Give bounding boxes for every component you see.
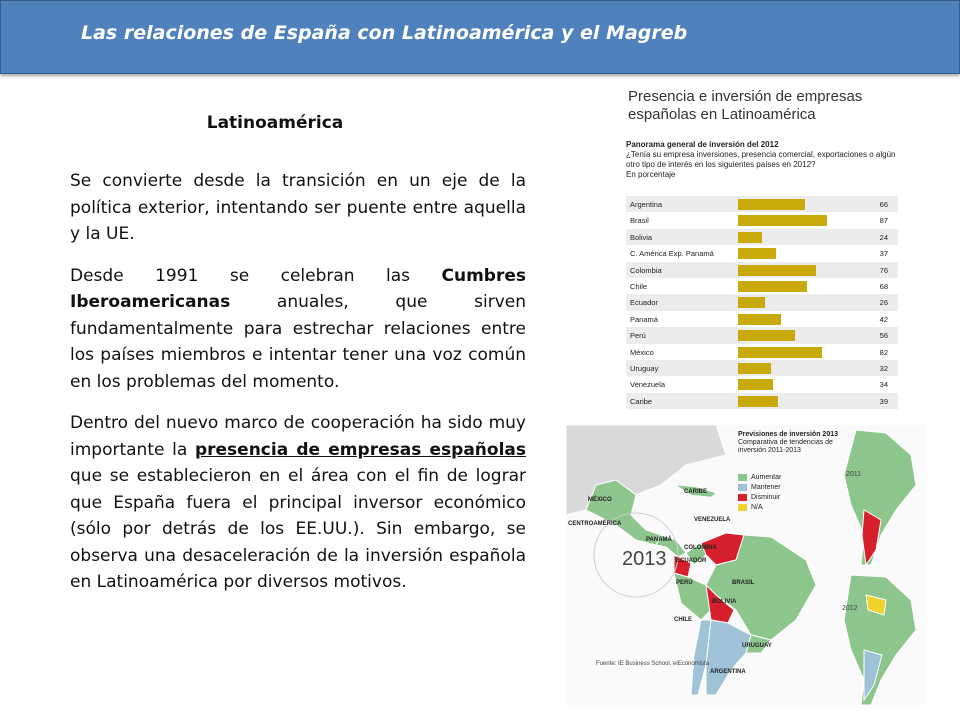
bar [738, 248, 776, 259]
chart-subtitle-bold: Panorama general de inversión del 2012 [626, 140, 779, 149]
bar-value-label: 56 [879, 331, 888, 341]
legend-title [738, 431, 858, 455]
bar-row [626, 344, 898, 360]
legend-subtitle: Comparativa de tendencias de inversión 2011-2013 [738, 439, 833, 454]
bar [738, 347, 822, 358]
p3-text-c: que se establecieron en el área con el fin de lograr que España fuera el principal inversor económico (sólo por detrás de los EE.UU.). Sin embargo, se observa una desaceleración de la inversión española en Latinoamérica por diversos motivos. [70, 466, 526, 592]
legend-item [738, 493, 781, 503]
legend-swatch [738, 474, 747, 481]
title-bar [0, 0, 960, 74]
bar-row [626, 196, 898, 212]
chart-title: Presencia e inversión de empresas españolas en Latinoamérica [628, 88, 863, 123]
label-brasil: BRASIL [732, 580, 755, 586]
label-bolivia: BOLIVIA [712, 599, 737, 605]
bar-category-label: Brasil [630, 216, 649, 226]
bar-row [626, 212, 898, 228]
bar [738, 265, 816, 276]
legend-item [738, 503, 781, 513]
bar-category-label: México [630, 347, 654, 357]
year-main: 2013 [622, 548, 667, 570]
label-colombia: COLOMBIA [684, 545, 717, 551]
argentina-shape [706, 620, 751, 695]
label-venezuela: VENEZUELA [694, 517, 731, 523]
bar-row [626, 245, 898, 261]
bar-category-label: Argentina [630, 200, 663, 209]
bar [738, 281, 807, 292]
p3-bold: presencia de empresas españolas [194, 439, 526, 460]
bar-category-label: Panamá [630, 314, 658, 324]
bar-row [626, 393, 898, 409]
year-2011: 2011 [846, 471, 862, 478]
bar-row [626, 278, 898, 294]
bar [738, 396, 778, 407]
bar-category-label: Colombia [630, 265, 662, 275]
bar-category-label: Bolivia [630, 232, 653, 242]
bar-value-label: 87 [879, 216, 888, 226]
bar [738, 330, 795, 341]
legend-swatch [738, 504, 747, 511]
bar-row [626, 229, 898, 245]
label-caribe: CARIBE [684, 489, 708, 495]
legend-title-bold: Previsiones de inversión 2013 [738, 431, 838, 438]
bar [738, 297, 765, 308]
label-argentina: ARGENTINA [710, 669, 746, 675]
slide-title: Las relaciones de España con Latinoamérica y el Magreb [81, 22, 688, 44]
p2-text-a: Desde 1991 se celebran las [70, 265, 442, 286]
bar-row [626, 294, 898, 310]
bar-category-label: Caribe [630, 396, 653, 406]
label-mexico: MÉXICO [588, 497, 612, 503]
map-2011-argentina [862, 510, 881, 565]
investment-chart [596, 86, 898, 416]
bar-value-label: 39 [879, 396, 888, 406]
bar-value-label: 42 [879, 314, 888, 324]
chart-unit: En porcentaje [626, 170, 676, 179]
p3-text-a: Dentro del nuevo marco de cooperación ha sido muy importante la [70, 413, 526, 460]
bar [738, 363, 771, 374]
bar-table [626, 196, 898, 409]
bar-value-label: 26 [879, 298, 888, 308]
bar-category-label: C. América Exp. Panamá [630, 249, 714, 259]
chart-question: ¿Tenía su empresa inversiones, presencia comercial, exportaciones o algún otro tipo de interés en los siguientes países en 2012? [626, 150, 896, 169]
map-source: Fuente: IE Business School. elEconomista [596, 661, 710, 667]
paragraph-2 [70, 263, 526, 396]
investment-map [566, 425, 926, 705]
bar [738, 215, 827, 226]
legend-item [738, 473, 781, 483]
bar [738, 314, 781, 325]
chart-subtitle [626, 140, 896, 180]
p2-bold: Cumbres Iberoamericanas [70, 265, 526, 312]
body-text [70, 168, 526, 611]
paragraph-1: Se convierte desde la transición en un eje de la política exterior, intentando ser puente entre aquella y la UE. [70, 171, 526, 244]
bar-row [626, 360, 898, 376]
paragraph-3 [70, 410, 526, 596]
map-legend [738, 473, 781, 513]
bar [738, 379, 773, 390]
bar-value-label: 34 [879, 380, 888, 390]
bar-value-label: 76 [879, 265, 888, 275]
label-ecuador: ECUADOR [676, 558, 707, 564]
bar-category-label: Perú [630, 331, 646, 341]
bar-value-label: 24 [879, 232, 888, 242]
legend-label: Aumentar [751, 474, 782, 481]
bar [738, 199, 805, 210]
bar-category-label: Ecuador [630, 298, 658, 308]
bar-value-label: 66 [879, 200, 888, 209]
legend-label: N/A [751, 504, 763, 511]
year-2012: 2012 [842, 605, 858, 612]
legend-item [738, 483, 781, 493]
bar-value-label: 37 [879, 249, 888, 259]
label-centroamerica: CENTROAMÉRICA [568, 521, 622, 527]
bar-row [626, 327, 898, 343]
legend-label: Mantener [751, 484, 781, 491]
label-chile: CHILE [674, 617, 692, 623]
bar-row [626, 311, 898, 327]
p2-text-c: anuales, que sirven fundamentalmente para estrechar relaciones entre los países miembros e intentar tener una voz común en los problemas del momento. [70, 292, 526, 392]
bar-category-label: Chile [630, 281, 648, 291]
bar-category-label: Uruguay [630, 363, 659, 373]
map-2012-shape [844, 575, 916, 705]
bar-row [626, 376, 898, 392]
bar-value-label: 82 [879, 347, 888, 357]
label-peru: PERÚ [676, 580, 693, 586]
label-uruguay: URUGUAY [742, 643, 772, 649]
bar [738, 232, 762, 243]
legend-label: Disminuir [751, 494, 781, 501]
section-heading: Latinoamérica [206, 113, 344, 133]
bar-category-label: Venezuela [630, 380, 666, 390]
bar-value-label: 68 [879, 281, 888, 291]
bar-row [626, 262, 898, 278]
label-panama: PANAMÁ [646, 537, 672, 543]
bar-value-label: 32 [879, 363, 888, 373]
legend-swatch [738, 484, 747, 491]
legend-swatch [738, 494, 747, 501]
